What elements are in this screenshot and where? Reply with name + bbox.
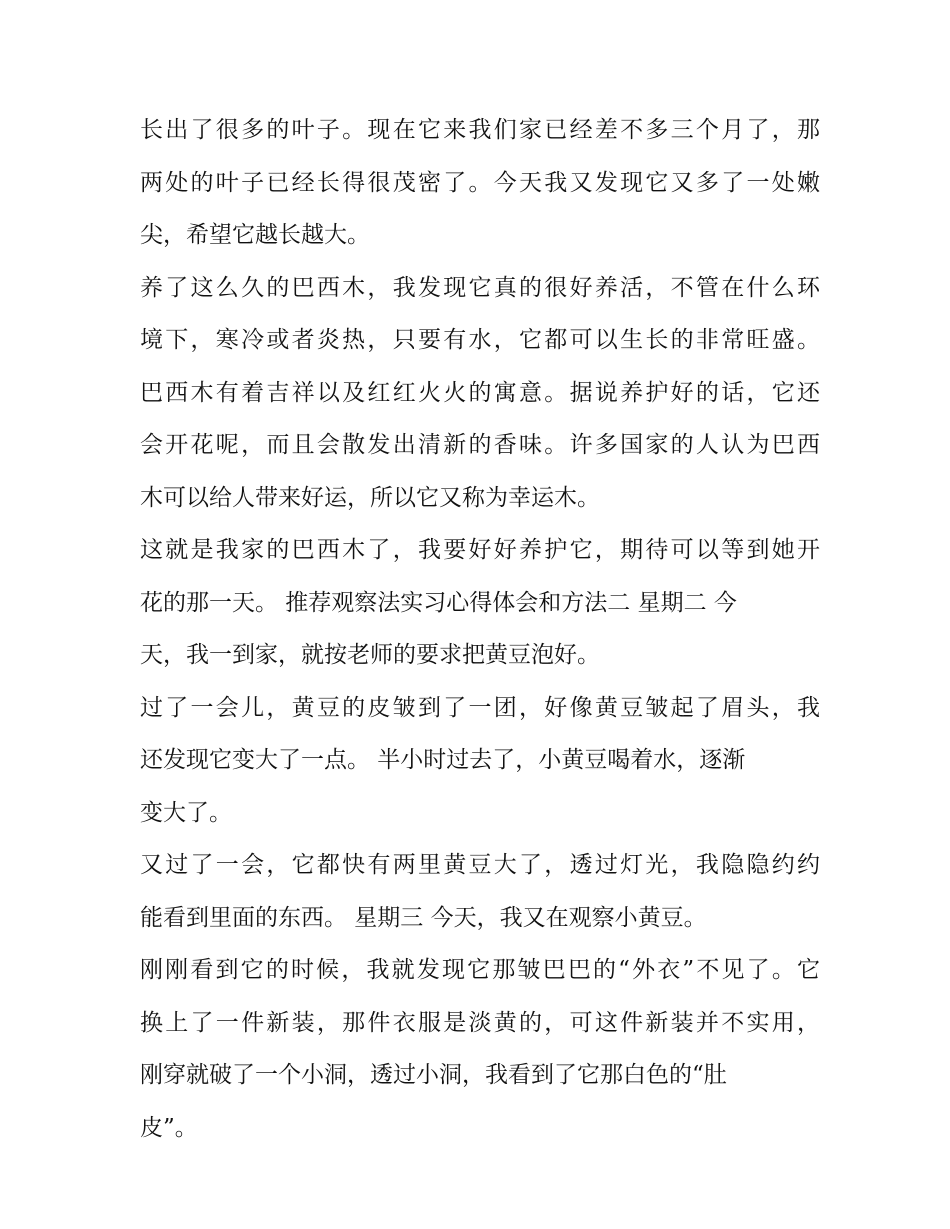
- text-line: 刚刚看到它的时候，我就发现它那皱巴巴的“外衣”不见了。它: [140, 957, 820, 983]
- text-line: 两处的叶子已经长得很茂密了。今天我又发现它又多了一处嫩: [140, 169, 820, 196]
- text-line: 长出了很多的叶子。现在它来我们家已经差不多三个月了，那: [140, 117, 820, 143]
- text-line: 变大了。: [140, 799, 232, 826]
- text-line: 木可以给人带来好运，所以它又称为幸运木。: [140, 484, 600, 511]
- text-line: 境下，寒冷或者炎热，只要有水，它都可以生长的非常旺盛。: [140, 327, 820, 353]
- text-line: 皮”。: [140, 1114, 198, 1141]
- text-line: 尖，希望它越长越大。: [140, 222, 370, 248]
- text-line: 养了这么久的巴西木，我发现它真的很好养活，不管在什么环: [140, 274, 820, 301]
- text-line: 能看到里面的东西。 星期三 今天，我又在观察小黄豆。: [140, 904, 707, 931]
- text-line: 会开花呢，而且会散发出清新的香味。许多国家的人认为巴西: [140, 432, 820, 458]
- text-line: 这就是我家的巴西木了，我要好好养护它，期待可以等到她开: [140, 537, 820, 563]
- text-line: 又过了一会，它都快有两里黄豆大了，透过灯光，我隐隐约约: [140, 852, 820, 878]
- text-line: 过了一会儿，黄豆的皮皱到了一团，好像黄豆皱起了眉头，我: [140, 694, 820, 721]
- text-line: 天，我一到家，就按老师的要求把黄豆泡好。: [140, 642, 600, 668]
- text-line: 还发现它变大了一点。 半小时过去了，小黄豆喝着水，逐渐: [140, 747, 746, 773]
- text-line: 花的那一天。 推荐观察法实习心得体会和方法二 星期二 今: [140, 589, 737, 616]
- text-line: 巴西木有着吉祥以及红红火火的寓意。据说养护好的话，它还: [140, 379, 820, 406]
- text-line: 换上了一件新装，那件衣服是淡黄的，可这件新装并不实用，: [140, 1009, 820, 1036]
- body-text: [140, 104, 820, 1154]
- text-line: 刚穿就破了一个小洞，透过小洞，我看到了它那白色的“肚: [140, 1062, 727, 1088]
